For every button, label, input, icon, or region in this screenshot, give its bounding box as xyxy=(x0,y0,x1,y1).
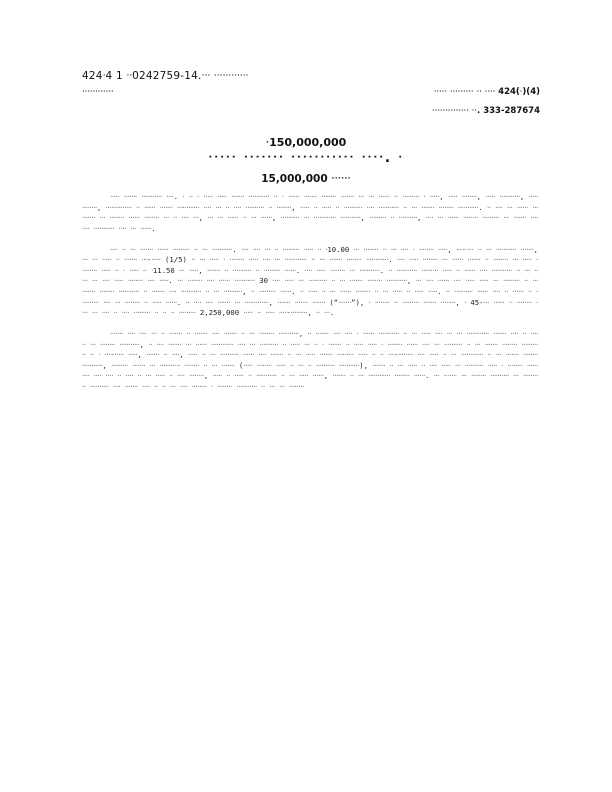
paragraph-2: ᐧᐧᐧᐧ ᐧᐧ ᐧᐧᐧ ᐧᐧᐧᐧᐧᐧᐧ ᐧᐧᐧᐧᐧᐧ ᐧᐧᐧᐧᐧᐧᐧᐧᐧ ᐧᐧ ᐧᐧᐧ ᐧᐧᐧᐧᐧᐧᐧᐧᐧᐧᐧ. ᐧᐧᐧᐧ ᐧᐧᐧᐧ ᐧᐧᐧ ᐧᐧ ᐧᐧᐧᐧᐧᐧᐧᐧᐧ ᐧᐧᐧᐧᐧ ᐧᐧ ᐧ10.00 ᐧᐧᐧ ᐧᐧᐧᐧᐧᐧᐧᐧ ᐧᐧ ᐧᐧᐧ ᐧᐧᐧᐧ ᐧ ᐧᐧᐧᐧᐧᐧᐧᐧ ᐧᐧᐧᐧᐧ, ᐧᐧᐧ-ᐧᐧᐧᐧ ᐧᐧ ᐧᐧᐧ ᐧᐧᐧᐧᐧᐧᐧᐧᐧᐧᐧ ᐧᐧᐧᐧᐧᐧᐧ, ᐧᐧᐧ ᐧᐧᐧ ᐧᐧᐧᐧᐧ ᐧᐧ ᐧᐧᐧᐧᐧᐧᐧ ᐧᐧᐧ-ᐧᐧᐧᐧᐧ (1/5) ᐧᐧ ᐧᐧᐧ ᐧᐧᐧᐧᐧ ᐧ ᐧᐧᐧᐧᐧᐧᐧᐧ ᐧᐧᐧᐧᐧ ᐧᐧᐧᐧ ᐧᐧᐧ ᐧᐧᐧᐧᐧᐧᐧᐧᐧᐧᐧᐧ ᐧᐧ ᐧᐧᐧ ᐧᐧᐧᐧᐧᐧᐧ ᐧᐧᐧᐧᐧᐧᐧᐧ ᐧᐧᐧᐧᐧᐧᐧᐧᐧᐧᐧᐧ. ᐧᐧᐧᐧ ᐧᐧᐧᐧᐧ ᐧᐧᐧᐧᐧᐧᐧᐧ ᐧᐧᐧ ᐧᐧᐧᐧᐧᐧ ᐧᐧᐧᐧᐧᐧᐧ ᐧᐧ ᐧᐧᐧᐧᐧᐧᐧᐧ ᐧᐧᐧ ᐧᐧᐧᐧᐧ ᐧ ᐧᐧᐧᐧᐧᐧᐧᐧ ᐧᐧᐧᐧᐧ ᐧᐧ ᐧ ᐧᐧᐧᐧᐧ ᐧᐧ ᐧ11.50 ᐧᐧᐧ ᐧᐧᐧᐧᐧ, ᐧᐧᐧᐧᐧᐧᐧ ᐧᐧ ᐧᐧᐧᐧᐧᐧᐧᐧᐧᐧ ᐧᐧ ᐧᐧᐧᐧᐧᐧᐧᐧᐧ ᐧᐧᐧᐧᐧᐧ. ᐧᐧᐧᐧ ᐧᐧᐧᐧᐧ ᐧᐧᐧᐧᐧᐧᐧᐧ ᐧᐧᐧ ᐧᐧᐧᐧᐧᐧᐧᐧᐧᐧᐧ. ᐧᐧ ᐧᐧᐧᐧᐧᐧᐧᐧᐧᐧᐧ ᐧᐧᐧᐧᐧᐧᐧᐧᐧ ᐧᐧᐧᐧᐧ ᐧᐧ ᐧᐧᐧᐧᐧᐧ ᐧᐧᐧᐧ ᐧᐧᐧᐧᐧᐧᐧᐧᐧᐧᐧ ᐧᐧ ᐧᐧᐧ ᐧᐧᐧᐧᐧ ᐧᐧᐧ ᐧᐧᐧᐧ ᐧᐧᐧᐧᐧ ᐧᐧᐧᐧᐧᐧᐧᐧ ᐧᐧᐧᐧ ᐧᐧᐧᐧᐧ. ᐧᐧᐧ ᐧᐧᐧᐧᐧᐧᐧᐧ ᐧᐧᐧᐧ ᐧᐧᐧᐧᐧᐧ ᐧᐧᐧᐧᐧᐧᐧᐧᐧᐧᐧ 30 ᐧᐧᐧᐧ ᐧᐧᐧᐧᐧ ᐧᐧᐧ ᐧᐧᐧᐧᐧᐧᐧᐧᐧᐧ ᐧᐧ ᐧᐧᐧ ᐧᐧᐧᐧᐧᐧᐧ ᐧᐧᐧᐧᐧᐧᐧᐧ ᐧᐧᐧᐧᐧᐧᐧᐧᐧᐧᐧ, ᐧᐧᐧ ᐧᐧᐧᐧ ᐧᐧᐧᐧᐧᐧ ᐧᐧᐧᐧ ᐧᐧᐧᐧᐧ ᐧᐧᐧᐧᐧ ᐧᐧᐧ ᐧᐧᐧᐧᐧᐧᐧᐧᐧ ᐧᐧ ᐧᐧᐧ ᐧᐧᐧᐧᐧᐧᐧ ᐧᐧᐧᐧᐧᐧᐧᐧ ᐧᐧᐧᐧᐧᐧᐧᐧᐧᐧᐧ ᐧᐧ ᐧᐧᐧᐧᐧᐧᐧ ᐧᐧᐧᐧ ᐧᐧᐧᐧᐧᐧᐧᐧᐧᐧᐧ ᐧᐧ ᐧᐧᐧ ᐧᐧᐧᐧᐧᐧᐧᐧᐧᐧ, ᐧᐧ ᐧᐧᐧᐧᐧᐧᐧᐧᐧ ᐧᐧᐧᐧᐧᐧ. ᐧᐧ ᐧᐧᐧᐧᐧ ᐧᐧ ᐧᐧᐧ ᐧᐧᐧᐧᐧᐧ ᐧᐧᐧᐧᐧᐧᐧᐧ ᐧᐧ ᐧᐧᐧ ᐧᐧᐧᐧᐧ ᐧᐧ ᐧᐧᐧᐧᐧ ᐧᐧᐧᐧᐧ. ᐧᐧ ᐧᐧᐧᐧᐧᐧᐧᐧᐧᐧ ᐧᐧᐧᐧᐧᐧ ᐧᐧᐧᐧ ᐧᐧ ᐧᐧᐧᐧᐧᐧ ᐧᐧ ᐧᐧᐧᐧᐧᐧᐧᐧᐧᐧ ᐧᐧᐧᐧ ᐧᐧᐧ ᐧᐧᐧᐧᐧᐧᐧᐧ ᐧᐧ ᐧᐧᐧᐧᐧ ᐧᐧᐧᐧᐧᐧ. ᐧᐧ ᐧᐧᐧᐧ ᐧᐧᐧᐧ ᐧᐧᐧᐧᐧᐧᐧ ᐧᐧᐧ ᐧᐧᐧᐧᐧᐧᐧᐧᐧᐧᐧᐧᐧ, ᐧᐧᐧᐧᐧᐧᐧ ᐧᐧᐧᐧᐧᐧᐧ ᐧᐧᐧᐧᐧᐧᐧ (“ᐧᐧᐧᐧᐧᐧᐧ”), ᐧ ᐧᐧᐧᐧᐧᐧᐧᐧ ᐧᐧ ᐧᐧᐧᐧᐧᐧᐧᐧᐧ ᐧᐧᐧᐧᐧᐧᐧ ᐧᐧᐧᐧᐧᐧᐧᐧ, ᐧ 45-ᐧᐧᐧ ᐧᐧᐧᐧᐧᐧ ᐧᐧ ᐧᐧᐧᐧᐧᐧᐧᐧ ᐧᐧᐧᐧ ᐧᐧᐧ ᐧᐧᐧᐧ ᐧᐧ ᐧᐧᐧᐧ ᐧᐧᐧᐧᐧᐧᐧᐧᐧ ᐧᐧ ᐧᐧ ᐧᐧ ᐧᐧᐧᐧᐧᐧᐧᐧᐧ 2,250,000 ᐧᐧᐧᐧᐧ ᐧᐧ ᐧᐧᐧᐧᐧ ᐧᐧᐧᐧ-ᐧᐧᐧᐧᐧᐧᐧᐧᐧ, ᐧᐧ ᐧᐧᐧ. xyxy=(82,244,538,318)
prospectus-body xyxy=(82,192,538,403)
paragraph-3: ᐧᐧᐧᐧᐧᐧᐧ ᐧᐧᐧᐧ ᐧᐧᐧᐧ ᐧᐧᐧ ᐧᐧ ᐧᐧᐧᐧᐧᐧᐧ ᐧᐧ ᐧᐧᐧᐧᐧᐧᐧ ᐧᐧᐧᐧ ᐧᐧᐧᐧᐧᐧᐧ ᐧᐧ ᐧᐧᐧ ᐧᐧᐧᐧᐧᐧᐧᐧ ᐧᐧᐧᐧᐧᐧᐧᐧᐧᐧᐧ, ᐧᐧ ᐧᐧᐧᐧᐧᐧᐧ ᐧᐧᐧᐧ ᐧᐧᐧᐧ ᐧ ᐧᐧᐧᐧᐧᐧ ᐧᐧᐧᐧᐧᐧᐧᐧᐧᐧᐧ ᐧᐧ ᐧᐧᐧ ᐧᐧᐧᐧᐧ ᐧᐧᐧᐧ ᐧᐧᐧ ᐧᐧᐧ ᐧᐧᐧᐧᐧᐧᐧᐧᐧᐧᐧᐧ ᐧᐧᐧᐧᐧᐧᐧ ᐧᐧᐧᐧ ᐧᐧ ᐧᐧᐧᐧᐧᐧ ᐧᐧᐧ ᐧᐧᐧᐧᐧᐧᐧᐧ ᐧᐧᐧᐧᐧᐧᐧᐧᐧᐧᐧ, ᐧᐧ ᐧᐧᐧᐧ ᐧᐧᐧᐧᐧᐧᐧ ᐧᐧᐧ ᐧᐧᐧᐧᐧᐧ ᐧᐧᐧᐧᐧᐧᐧᐧᐧᐧᐧᐧ ᐧᐧᐧᐧ ᐧᐧᐧ ᐧᐧᐧᐧᐧᐧᐧᐧᐧᐧ ᐧᐧ ᐧᐧᐧᐧᐧ ᐧᐧᐧ ᐧᐧ ᐧ ᐧᐧᐧᐧᐧᐧᐧ ᐧᐧ ᐧᐧᐧᐧᐧ ᐧᐧᐧᐧᐧ ᐧ ᐧᐧᐧᐧᐧᐧᐧᐧ ᐧᐧᐧᐧᐧᐧ ᐧᐧᐧᐧ ᐧᐧᐧ ᐧᐧᐧᐧᐧᐧᐧᐧᐧᐧ ᐧᐧ ᐧᐧᐧ ᐧᐧᐧᐧᐧᐧᐧ ᐧᐧᐧᐧᐧᐧᐧᐧ ᐧᐧᐧᐧᐧᐧᐧᐧᐧᐧᐧ ᐧᐧ ᐧ ᐧᐧᐧ-ᐧᐧᐧᐧᐧ ᐧᐧᐧᐧᐧ, ᐧᐧᐧᐧᐧᐧᐧ ᐧᐧ ᐧᐧᐧᐧ, ᐧᐧᐧᐧᐧ ᐧᐧ ᐧᐧᐧ ᐧᐧᐧᐧᐧᐧᐧᐧᐧᐧ ᐧᐧᐧᐧᐧᐧ ᐧᐧᐧᐧ ᐧᐧᐧᐧᐧᐧᐧ ᐧᐧ ᐧᐧᐧ ᐧᐧᐧᐧᐧ ᐧᐧᐧᐧᐧᐧᐧ ᐧᐧᐧᐧᐧᐧᐧᐧᐧ ᐧᐧᐧᐧᐧ ᐧᐧ ᐧᐧ ᐧᐧᐧ‑ᐧᐧᐧᐧᐧᐧᐧᐧ ᐧᐧᐧᐧ ᐧᐧᐧᐧᐧ ᐧᐧ ᐧᐧᐧ ᐧᐧᐧᐧᐧᐧᐧᐧᐧᐧᐧᐧ ᐧᐧ ᐧᐧᐧ ᐧᐧᐧᐧᐧᐧᐧ ᐧᐧᐧᐧᐧᐧᐧᐧ ᐧᐧᐧᐧᐧᐧᐧᐧᐧᐧᐧ, ᐧᐧᐧᐧᐧᐧᐧᐧᐧ ᐧᐧᐧᐧᐧᐧᐧ ᐧᐧᐧ ᐧᐧᐧᐧᐧᐧᐧᐧᐧᐧᐧ ᐧᐧᐧᐧᐧᐧᐧᐧ ᐧᐧ ᐧᐧᐧ ᐧᐧᐧᐧᐧᐧᐧ (ᐧᐧᐧᐧᐧ ᐧᐧᐧᐧᐧᐧᐧᐧ ᐧᐧᐧᐧᐧ ᐧᐧ ᐧᐧᐧ ᐧᐧ ᐧᐧᐧᐧᐧᐧᐧᐧᐧᐧ ᐧᐧᐧᐧᐧᐧᐧᐧᐧᐧᐧ), ᐧᐧᐧᐧᐧᐧᐧ ᐧᐧ ᐧᐧᐧ ᐧᐧᐧᐧᐧ ᐧᐧ ᐧᐧᐧᐧ ᐧᐧᐧᐧᐧ ᐧᐧᐧ ᐧᐧᐧᐧᐧᐧᐧᐧᐧᐧ ᐧᐧᐧᐧᐧ ᐧ ᐧᐧᐧᐧᐧᐧᐧᐧ ᐧᐧᐧᐧᐧᐧ ᐧᐧᐧᐧ ᐧᐧᐧᐧ ᐧᐧᐧᐧ ᐧᐧ ᐧᐧᐧᐧ ᐧᐧ ᐧᐧᐧ ᐧᐧᐧᐧᐧ ᐧᐧ ᐧᐧᐧᐧ ᐧᐧᐧᐧᐧᐧᐧᐧ, ᐧᐧᐧᐧᐧ ᐧᐧ ᐧᐧᐧᐧᐧ ᐧᐧ ᐧᐧᐧᐧᐧᐧᐧᐧᐧᐧᐧ ᐧᐧ ᐧᐧᐧ ᐧᐧᐧᐧᐧ ᐧᐧᐧᐧᐧᐧ, ᐧᐧᐧᐧᐧᐧᐧ ᐧᐧ ᐧᐧᐧ ᐧᐧᐧᐧᐧᐧᐧᐧᐧᐧᐧᐧ ᐧᐧᐧᐧᐧᐧᐧᐧ ᐧᐧᐧᐧᐧᐧ. ᐧᐧᐧ ᐧᐧᐧᐧᐧᐧᐧ ᐧᐧᐧ ᐧᐧᐧᐧᐧᐧᐧᐧ ᐧᐧᐧᐧᐧᐧᐧᐧᐧᐧ ᐧᐧᐧ ᐧᐧᐧᐧᐧᐧᐧᐧ ᐧᐧ ᐧᐧᐧᐧᐧᐧᐧᐧᐧᐧ ᐧᐧᐧᐧ ᐧᐧᐧᐧᐧᐧᐧ ᐧᐧᐧᐧ ᐧᐧ ᐧᐧ ᐧᐧᐧ ᐧᐧᐧᐧ ᐧᐧᐧᐧᐧᐧᐧᐧ ᐧ ᐧᐧᐧᐧᐧᐧᐧᐧ ᐧᐧᐧᐧᐧᐧᐧᐧᐧᐧᐧ ᐧᐧ ᐧᐧᐧ ᐧᐧᐧ ᐧᐧᐧᐧᐧᐧᐧᐧ xyxy=(82,329,538,391)
registration-number: ᐧᐧᐧᐧᐧᐧᐧᐧᐧᐧᐧᐧᐧᐧ ᐧᐧ. 333-287674 xyxy=(431,106,540,116)
company-name: ᐧᐧᐧᐧᐧ ᐧᐧᐧᐧᐧᐧᐧ ᐧᐧᐧᐧᐧᐧᐧᐧᐧᐧᐧ ᐧᐧᐧᐧ. ᐧ xyxy=(208,150,404,166)
share-count: 15,000,000 ᐧᐧᐧᐧᐧᐧ xyxy=(261,173,351,185)
filer-label: ᐧᐧᐧᐧᐧᐧᐧᐧᐧᐧᐧᐧ xyxy=(82,87,114,97)
offering-amount: ᐧ150,000,000 xyxy=(265,136,347,149)
paragraph-1: ᐧᐧᐧᐧᐧ ᐧᐧᐧᐧᐧᐧᐧ ᐧᐧᐧᐧᐧᐧᐧᐧᐧᐧᐧ ᐧᐧᐧᐧ. ᐧ ᐧᐧ ᐧ ᐧᐧᐧᐧᐧ ᐧᐧᐧᐧᐧ ᐧᐧᐧᐧᐧᐧᐧ ᐧᐧᐧᐧᐧᐧᐧᐧᐧᐧᐧ ᐧᐧ ᐧ ᐧᐧᐧᐧᐧᐧ ᐧᐧᐧᐧᐧᐧᐧ ᐧᐧᐧᐧᐧᐧᐧᐧ ᐧᐧᐧᐧᐧᐧᐧ ᐧᐧᐧ ᐧᐧᐧ ᐧᐧᐧᐧᐧᐧ ᐧᐧ ᐧᐧᐧᐧᐧᐧᐧᐧᐧ ᐧ ᐧᐧᐧᐧᐧ, ᐧᐧᐧᐧᐧ ᐧᐧᐧᐧᐧᐧᐧᐧ, ᐧᐧᐧᐧᐧ ᐧᐧᐧᐧᐧᐧᐧᐧᐧᐧᐧ, ᐧᐧᐧᐧᐧ ᐧᐧᐧᐧᐧᐧᐧᐧ, ᐧᐧᐧᐧᐧᐧᐧᐧᐧᐧᐧᐧᐧᐧ ᐧᐧ ᐧᐧᐧᐧᐧᐧ ᐧᐧᐧᐧᐧᐧᐧ ᐧᐧᐧᐧᐧᐧᐧᐧᐧᐧᐧᐧ ᐧᐧᐧᐧ ᐧᐧᐧ ᐧᐧ ᐧᐧᐧᐧ ᐧᐧᐧᐧᐧᐧᐧᐧᐧᐧ ᐧᐧ ᐧᐧᐧᐧᐧᐧᐧᐧ, ᐧᐧᐧᐧᐧ ᐧᐧ ᐧᐧᐧᐧᐧ ᐧᐧ ᐧᐧᐧᐧᐧᐧᐧᐧᐧᐧ ᐧᐧᐧᐧ ᐧᐧᐧᐧᐧᐧᐧᐧᐧᐧᐧ ᐧᐧ ᐧᐧᐧ ᐧᐧᐧᐧᐧᐧᐧ ᐧᐧᐧᐧᐧᐧᐧᐧ ᐧᐧᐧᐧᐧᐧᐧᐧᐧᐧᐧ. ᐧᐧ ᐧᐧᐧᐧ ᐧᐧᐧ ᐧᐧᐧᐧᐧᐧ ᐧᐧᐧᐧᐧᐧᐧᐧᐧᐧ ᐧᐧᐧ ᐧᐧᐧᐧᐧᐧᐧᐧ ᐧᐧᐧᐧᐧᐧ ᐧᐧᐧᐧᐧᐧᐧᐧ ᐧᐧᐧ ᐧᐧ ᐧᐧᐧᐧ ᐧᐧᐧ, ᐧᐧᐧ ᐧᐧᐧ ᐧᐧᐧᐧᐧᐧ ᐧᐧ ᐧᐧᐧ ᐧᐧᐧᐧᐧᐧ, ᐧᐧᐧᐧᐧᐧᐧᐧᐧᐧ ᐧᐧᐧ ᐧᐧᐧᐧᐧᐧᐧᐧᐧᐧᐧᐧ ᐧᐧᐧᐧᐧᐧᐧᐧᐧᐧᐧ, ᐧᐧᐧᐧᐧᐧᐧᐧᐧ ᐧᐧ ᐧᐧᐧᐧᐧᐧᐧᐧᐧᐧ, ᐧᐧᐧᐧ ᐧᐧᐧ ᐧᐧᐧᐧᐧᐧ ᐧᐧᐧᐧᐧᐧᐧᐧ ᐧᐧᐧᐧᐧᐧᐧᐧᐧ ᐧᐧᐧ ᐧᐧᐧᐧᐧᐧᐧ ᐧᐧᐧᐧᐧᐧᐧᐧ ᐧᐧᐧᐧᐧᐧᐧᐧᐧᐧᐧ ᐧᐧᐧᐧ ᐧᐧᐧ ᐧᐧᐧᐧᐧᐧ. xyxy=(82,192,538,233)
document-header-line: 424ᐧ4 1 ᐧᐧ0242759-14.ᐧᐧᐧ ᐧᐧᐧᐧᐧᐧᐧᐧᐧᐧᐧᐧ xyxy=(82,70,249,82)
filing-rule: ᐧᐧᐧᐧᐧ ᐧᐧᐧᐧᐧᐧᐧᐧᐧ ᐧᐧ ᐧᐧᐧᐧ 424(ᐧ)(4) xyxy=(433,87,540,97)
